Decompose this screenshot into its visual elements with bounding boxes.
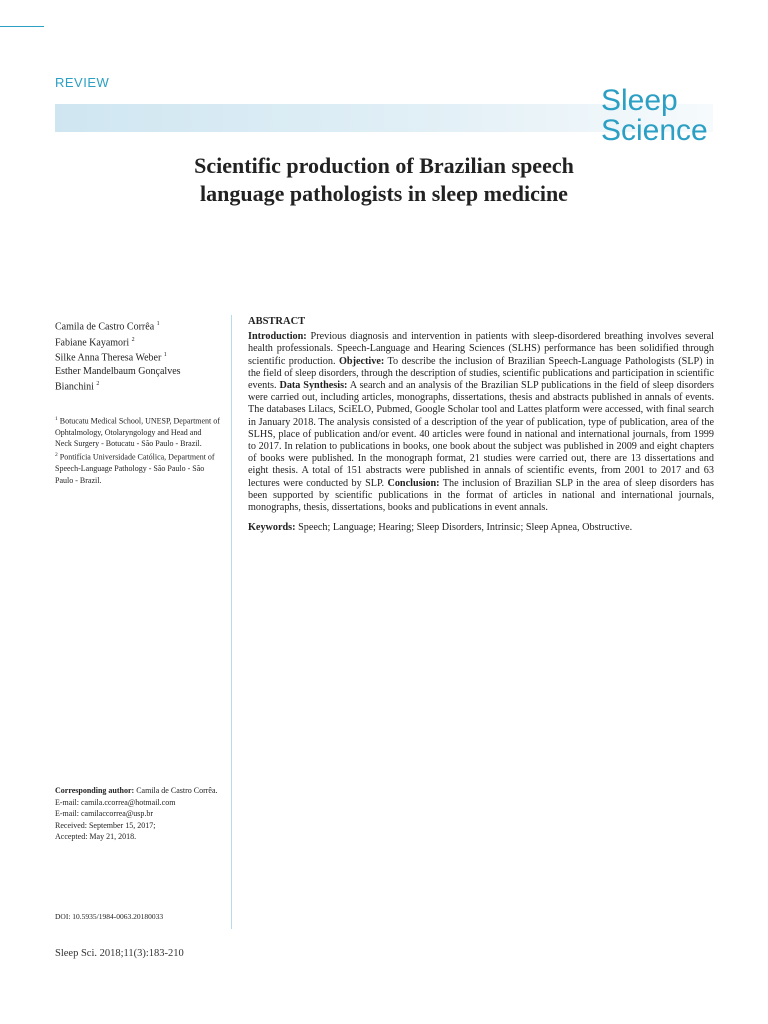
logo-line-2: Science [601, 114, 708, 147]
email-2[interactable]: E-mail: camilaccorrea@usp.br [55, 809, 153, 818]
received-date: Received: September 15, 2017; [55, 820, 156, 830]
author-list [55, 318, 220, 394]
citation-footer: Sleep Sci. 2018;11(3):183-210 [55, 948, 184, 959]
accepted-date: Accepted: May 21, 2018. [55, 832, 137, 841]
abstract-block [248, 316, 714, 534]
journal-logo [601, 86, 708, 146]
corresponding-author-name: Camila de Castro Corrêa. [136, 786, 218, 795]
author: Fabiane Kayamori $^2$ [55, 336, 135, 348]
affiliation: $^1$ Botucatu Medical School, UNESP, Department of Ophtalmology, Otolaryngology and Head and Neck Surgery - Botucatu - São Paulo - Brazil. [55, 415, 220, 449]
author: Silke Anna Theresa Weber $^1$ [55, 352, 167, 364]
article-title [120, 152, 648, 208]
corresponding-author-label: Corresponding author: [55, 786, 135, 795]
author-column [55, 318, 220, 486]
affiliations [55, 414, 220, 486]
doi[interactable]: DOI: 10.5935/1984-0063.20180033 [55, 912, 164, 921]
title-line-2: language pathologists in sleep medicine [200, 181, 568, 206]
column-divider [231, 315, 232, 929]
keywords: Keywords: Speech; Language; Hearing; Sleep Disorders, Intrinsic; Sleep Apnea, Obstructive. [248, 522, 633, 534]
section-label: REVIEW [55, 75, 110, 90]
email-1[interactable]: E-mail: camila.ccorrea@hotmail.com [55, 797, 176, 807]
author: Esther Mandelbaum Gonçalves Bianchini $^2$ [55, 365, 181, 393]
affiliation: $^2$ Pontifícia Universidade Católica, Department of Speech-Language Pathology - São Paulo - São Paulo - Brazil. [55, 451, 215, 485]
abstract-body: Introduction: Previous diagnosis and intervention in patients with sleep-disordered breathing involves several health professionals. Speech-Language and Hearing Sciences (SLHS) performance has been solidified through scientific production. Objective: To describe the inclusion of Brazilian Speech-Language Pathologists (SLP) in the field of sleep disorders, through the description of studies, scientific publications and participation in scientific events. Data Synthesis: A search and an analysis of the Brazilian SLP publications in the field of sleep disorders were carried out, including articles, monographs, dissertations, thesis and abstracts published in annals of events. The databases Lilacs, SciELO, Pubmed, Google Scholar tool and Lattes platform were accessed, with final search in January 2018. The analysis consisted of a description of the year of publication, type of publication, area of the SLHS, place of publication and/or event. 40 articles were found in national and international journals, from 1999 to 2017. In relation to publications in books, one book about the subject was published in 2009 and eight chapters of books were published. In the monograph format, 21 studies were carried out, there are 13 dissertations and eight thesis. A total of 151 abstracts were published in annals of scientific events, from 2001 to 2017 and 63 lectures were conducted by SLP. Conclusion: The inclusion of Brazilian SLP in the area of sleep disorders has been supported by scientific publications in the format of articles in national and international journals, monographs, thesis, dissertations, books and publications in event annals. [248, 331, 715, 514]
top-accent-rule [0, 26, 44, 27]
correspondence-block [55, 785, 220, 843]
author: Camila de Castro Corrêa $^1$ [55, 321, 160, 333]
logo-line-1: Sleep [601, 84, 678, 117]
abstract-heading: ABSTRACT [248, 316, 306, 327]
title-line-1: Scientific production of Brazilian speech [194, 153, 574, 178]
